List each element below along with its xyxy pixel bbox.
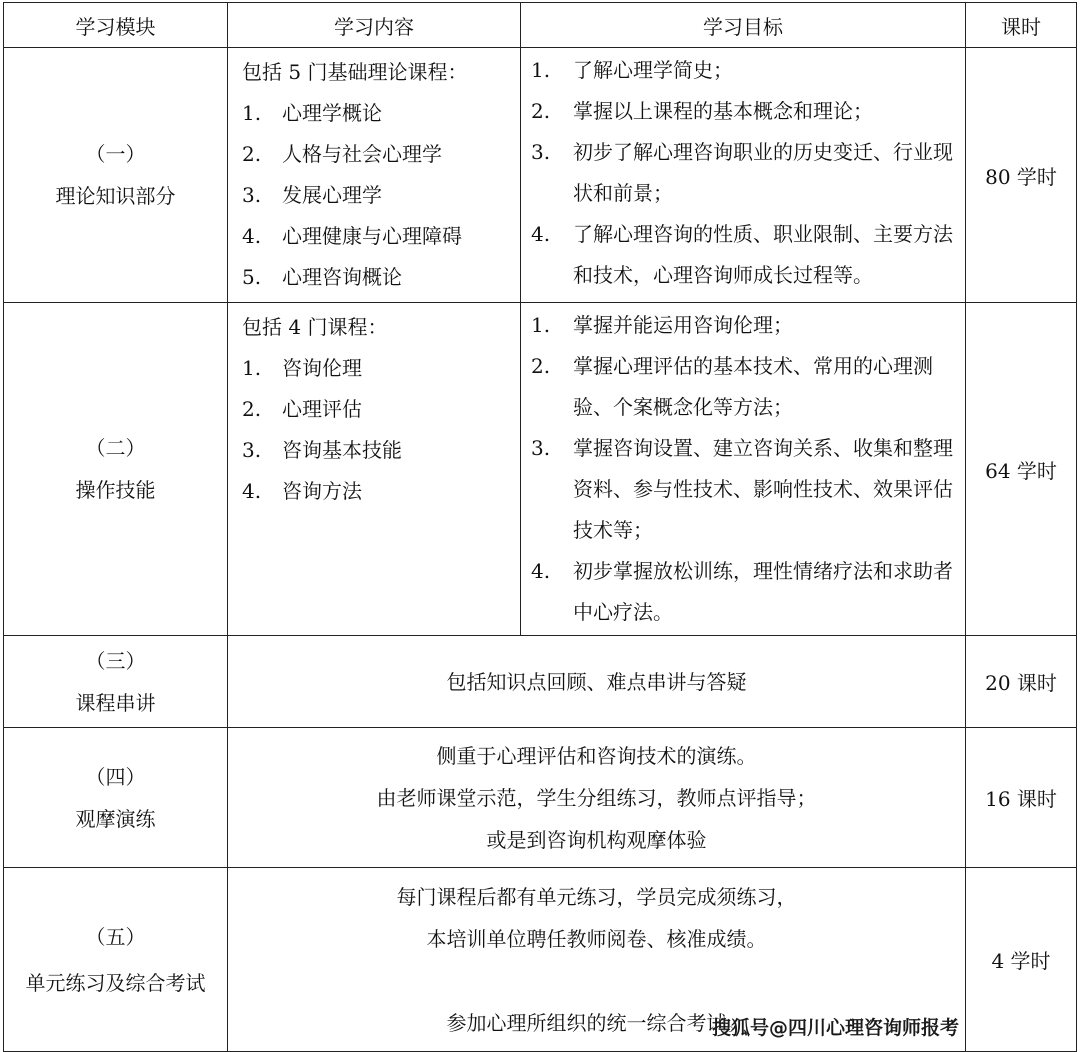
description-line: 由老师课堂示范，学生分组练习，教师点评指导； [376,785,817,810]
description-cell [228,636,966,728]
module-cell [4,636,228,728]
module-number: （四） [85,764,146,789]
header-module: 学习模块 [4,3,228,48]
list-item: 2. 人格与社会心理学 [242,142,442,166]
content-lead: 包括 5 门基础理论课程： [242,60,468,84]
module-name: 单元练习及综合考试 [25,970,206,995]
module-number: （一） [85,142,146,166]
hours-cell: 4 学时 [966,868,1077,1052]
list-item: 2. 掌握心理评估的基本技术、常用的心理测验、个案概念化等方法； [531,354,933,419]
content-cell [228,48,521,303]
list-item: 4. 了解心理咨询的性质、职业限制、主要方法和技术，心理咨询师成长过程等。 [531,222,953,287]
description-line: 每门课程后都有单元练习，学员完成须练习， [396,884,797,909]
description-cell [228,868,966,1052]
module-number: （三） [85,648,146,673]
hours-cell: 16 课时 [966,728,1077,868]
description-cell [228,728,966,868]
module-cell [4,48,228,303]
watermark: 搜狐号@四川心理咨询师报考 [711,1017,959,1039]
table-row [4,303,1077,636]
list-item: 4. 咨询方法 [242,479,362,503]
list-item: 4. 心理健康与心理障碍 [242,224,462,248]
description-line: 参加心理所组织的统一综合考试。 [446,1010,747,1035]
module-name: 课程串讲 [75,690,156,715]
course-table [3,2,1077,1052]
goal-cell [521,48,966,303]
hours-cell: 80 学时 [966,48,1077,303]
header-content: 学习内容 [228,3,521,48]
module-cell [4,303,228,636]
module-number: （五） [85,924,146,949]
list-item: 1. 了解心理学简史； [531,58,733,82]
table-row [4,868,1077,1052]
goal-cell [521,303,966,636]
list-item: 1. 咨询伦理 [242,356,362,380]
list-item: 3. 咨询基本技能 [242,438,402,462]
content-cell [228,303,521,636]
page [3,2,1077,1052]
list-item: 2. 心理评估 [242,397,362,421]
header-hours: 课时 [966,3,1077,48]
module-name: 观摩演练 [75,806,156,831]
module-number: （二） [85,436,146,460]
list-item: 5. 心理咨询概论 [242,265,402,289]
description-line: 或是到咨询机构观摩体验 [486,827,707,852]
module-name: 理论知识部分 [55,184,176,208]
header-goal: 学习目标 [521,3,966,48]
list-item: 3. 发展心理学 [242,183,382,207]
description-line [228,960,965,1002]
list-item: 3. 初步了解心理咨询职业的历史变迁、行业现状和前景； [531,140,953,205]
list-item: 2. 掌握以上课程的基本概念和理论； [531,99,873,123]
hours-cell: 64 学时 [966,303,1077,636]
description-line: 侧重于心理评估和咨询技术的演练。 [436,743,757,768]
description-line: 包括知识点回顾、难点串讲与答疑 [446,669,747,694]
list-item: 1. 掌握并能运用咨询伦理； [531,313,793,337]
module-cell [4,728,228,868]
module-cell [4,868,228,1052]
module-name: 操作技能 [75,478,156,502]
table-row [4,636,1077,728]
table-row [4,728,1077,868]
list-item: 3. 掌握咨询设置、建立咨询关系、收集和整理资料、参与性技术、影响性技术、效果评估技术等； [531,436,953,542]
list-item: 4. 初步掌握放松训练，理性情绪疗法和求助者中心疗法。 [531,559,953,624]
description-line: 本培训单位聘任教师阅卷、核准成绩。 [426,926,767,951]
hours-cell: 20 课时 [966,636,1077,728]
content-lead: 包括 4 门课程： [242,315,388,339]
table-header-row [4,3,1077,48]
table-row [4,48,1077,303]
list-item: 1. 心理学概论 [242,101,382,125]
